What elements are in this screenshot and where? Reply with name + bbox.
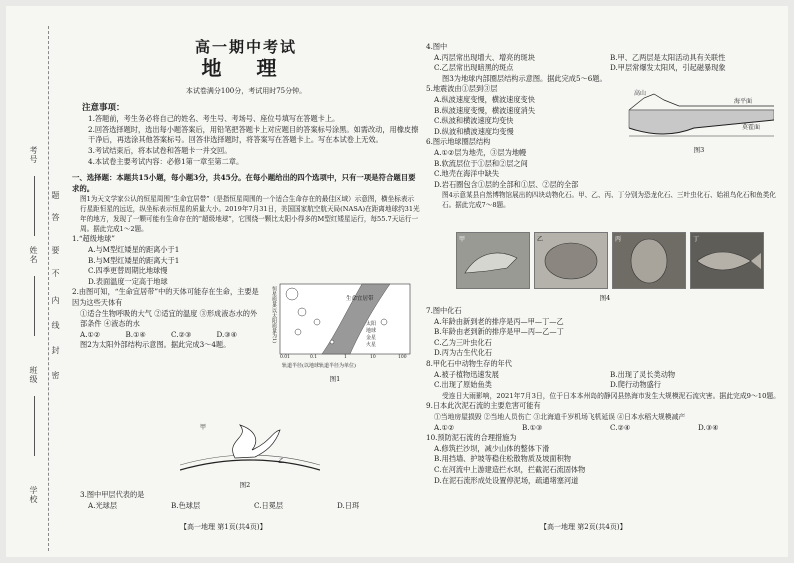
q2-cond: ④液态的水: [103, 319, 140, 329]
q8-option: B.出现了灵长类动物: [610, 369, 676, 379]
q6-option: B.软流层位于①层和②层之间: [434, 158, 528, 168]
fig4-label: 丁: [693, 236, 700, 243]
seal-dashed-line: [48, 26, 49, 551]
seal-char: 密: [51, 371, 60, 379]
q6-option: D.岩石圈包含①层的全部和①层、②层的全部: [434, 179, 579, 189]
fig2-label: 乙: [278, 458, 285, 465]
note-item: 3.考试结束后，将本试卷和答题卡一并交回。: [88, 145, 232, 155]
fig1-caption: 图1: [329, 375, 341, 383]
fig1-legend: 太阳: [366, 321, 377, 327]
fig1-tick: 0.01: [280, 355, 291, 360]
q1-option: C.四季更替周期比地球慢: [88, 266, 168, 276]
q10-option: C.在河流中上游建造拦水坝，拦截泥石流固体物: [434, 464, 586, 474]
exam-title: 高一期中考试: [194, 38, 297, 56]
q7-q10-block: [426, 306, 786, 486]
notes-heading: 注意事项：: [82, 102, 125, 113]
fig2-label: 甲: [200, 424, 207, 431]
q2-option: D.③④: [216, 329, 238, 339]
note-item: 1.答题前，考生务必将自己的姓名、考生号、考场号、座位号填写在答题卡上。: [88, 114, 340, 124]
exam-meta: 本试卷满分100分，考试用时75分钟。: [185, 87, 307, 95]
xingming-line: [34, 276, 35, 336]
fig3-caption: 图3: [693, 146, 705, 154]
q5-option: D.纵波和横波速度均变慢: [434, 126, 514, 136]
q10-stem: 10.预防泥石流的合理措施为: [426, 433, 517, 443]
q9-cond: ④日本水稻大规模减产: [617, 412, 686, 421]
fig1-tick: 0.1: [310, 355, 318, 360]
fig4-label: 乙: [537, 236, 544, 243]
q1-stem: 1.“超级地球”: [72, 234, 115, 244]
q2-cond: ②适宜的温度: [154, 308, 198, 318]
footer-right: 【高一地理 第2页(共4页)】: [540, 523, 627, 531]
xingming-label: 姓名: [29, 246, 38, 264]
q4-option: D.甲层常爆发太阳风，引起磁暴现象: [610, 63, 726, 73]
fig1-legend: 金星: [366, 335, 377, 341]
kaohao-line: [34, 176, 35, 236]
note-item: 4.本试卷主要考试内容：必修1第一章至第二章。: [88, 156, 244, 166]
q3-block: [80, 490, 420, 511]
banji-line: [34, 396, 35, 456]
fig3-label: 海平面: [734, 98, 753, 105]
figure-2: [180, 420, 320, 475]
q7-option: C.乙为三叶虫化石: [434, 337, 492, 347]
fig1-band-label: 生命宜居带: [346, 296, 374, 302]
footer-left: 【高一地理 第1页(共4页)】: [180, 523, 267, 531]
seal-char: 线: [51, 321, 60, 329]
seal-char: 不: [51, 269, 60, 277]
fig1-legend: 地球: [366, 328, 377, 334]
q7-option: B.年龄由老到新的排序是甲—丙—乙—丁: [434, 327, 564, 337]
q3-intro: 图2为太阳外部结构示意图。据此完成3～4题。: [80, 340, 231, 350]
q6-option: C.地壳在海洋中缺失: [434, 169, 500, 179]
q2-option: B.①④: [125, 329, 146, 339]
binding-margin: [6, 6, 64, 557]
q8-option: D.爬行动物盛行: [610, 380, 661, 390]
q3-stem: 3.图中甲层代表的是: [80, 490, 145, 499]
q5-option: A.纵波速度变慢，横波速度变快: [434, 94, 535, 104]
fossil-photo-jia: [456, 232, 530, 289]
subject-title: 地 理: [201, 56, 291, 80]
q9-option: C.②④: [610, 422, 631, 432]
q2-cond: ①适合生物呼吸的大气: [80, 308, 152, 318]
q8-option: C.出现了原始鱼类: [434, 380, 492, 390]
note-item: 2.回答选择题时，选出每小题答案后，用铅笔把答题卡上对应题目的答案标号涂黑。如需改动，用橡皮擦干净后，再选涂其他答案标号。回答非选择题时，将答案写在答题卡上。写在本试卷上无效。: [88, 124, 419, 145]
fig1-tick: 100: [398, 355, 407, 360]
q7-option: D.丙为古生代化石: [434, 348, 493, 358]
q4-option: C.乙层常出现暗黑的斑点: [434, 63, 514, 73]
q8-option: A.被子植物迅速发展: [434, 369, 499, 379]
q7-stem: 7.图中化石: [426, 306, 462, 315]
fig4-label: 丙: [615, 236, 622, 243]
q9-cond: ②当地人员伤亡: [483, 412, 532, 421]
seal-char: 内: [51, 296, 60, 304]
q1-option: A.与M型红矮星的距离小于1: [88, 244, 180, 254]
q6-option: A.①②层为地壳，③层为地幔: [434, 147, 527, 157]
fig1-xlabel: 轨道半径(以地球轨道半径为单位): [282, 363, 356, 369]
q5-option: C.纵波和横波速度均变快: [434, 116, 514, 126]
fig1-tick: 1: [344, 355, 347, 360]
q9-cond: ③北海道千岁机场飞机延误: [533, 412, 616, 421]
q7-option: A.年龄由新到老的排序是丙—甲—丁—乙: [434, 316, 564, 326]
fig2-caption: 图2: [239, 481, 251, 489]
q3-option: D.日珥: [337, 500, 360, 510]
q2-option: A.①②: [80, 329, 101, 339]
q5-intro: 图3为地球内部圈层结构示意图。据此完成5～6题。: [442, 73, 607, 83]
xuexiao-label: 学校: [29, 486, 38, 504]
kaohao-label: 考号: [29, 146, 38, 164]
q9-option: B.①③: [522, 422, 543, 432]
seal-char: 要: [51, 246, 60, 254]
seal-char: 封: [51, 346, 60, 354]
q4-option: B.甲、乙两层是太阳活动具有关联性: [610, 52, 726, 62]
figure-3: [624, 88, 774, 143]
q1-option: D.表面温度一定高于地球: [88, 276, 168, 286]
fossil-photo-ding: [690, 232, 764, 289]
figure-1: [262, 282, 412, 370]
q2-cond: ③形成液态水的外部条件: [80, 308, 258, 329]
seal-char: 答: [51, 213, 60, 221]
fig3-label: 高山: [634, 90, 647, 97]
fig3-label: 莫霍面: [742, 124, 761, 131]
q2-stem: 2.由图可知，“生命宜居带”中的天体可能存在生命，主要是因为这些天体有: [72, 287, 259, 307]
fig1-legend: 火星: [366, 342, 377, 348]
q2-option: C.②③: [171, 329, 192, 339]
seal-char: 题: [51, 191, 60, 199]
q8-stem: 8.甲化石中动物生存的年代: [426, 358, 512, 368]
fossil-photo-yi: [534, 232, 608, 289]
q3-option: C.日冕层: [254, 500, 284, 510]
q9-stem: 9.日本此次泥石流的主要危害可能有: [426, 401, 541, 411]
q9-cond: ①当地房屋损毁: [434, 412, 482, 421]
q4-stem: 4.图中: [426, 42, 448, 51]
q10-option: A.修筑拦沙坝，减少山体的整体下滑: [434, 443, 550, 453]
q5-stem: 5.地震波由①层到③层: [426, 84, 498, 94]
q10-option: B.用挡墙、护坡等稳住松散物质及坡面积物: [434, 454, 571, 464]
fossil-photo-bing: [612, 232, 686, 289]
q3-option: B.色球层: [171, 500, 201, 510]
q5-option: B.纵波速度变慢，横波速度消失: [434, 105, 536, 115]
q9-intro: 受连日大雨影响，2021年7月3日，位于日本本州岛的静冈县热海市发生大规模泥石流灾害。据此完成9～10题。: [442, 391, 780, 400]
q9-option: D.③④: [698, 422, 719, 432]
q10-option: D.在泥石流形成处设置停泥场，疏通堵塞河道: [434, 475, 579, 485]
q9-option: A.①②: [434, 422, 455, 432]
fig4-label: 甲: [459, 236, 466, 243]
q3-option: A.光球层: [88, 500, 118, 510]
fig1-ylabel: 恒星质量(以太阳质量为1): [271, 286, 277, 344]
fig1-tick: 10: [370, 355, 376, 360]
fig4-caption: 图4: [599, 294, 611, 302]
q6-stem: 6.图示地球圈层结构: [426, 137, 491, 147]
q1-option: B.与M型红矮星的距离大于1: [88, 255, 180, 265]
q4-option: A.丙层常出现增大、增亮的斑块: [434, 52, 535, 62]
banji-label: 班级: [29, 366, 38, 384]
q7-intro: 图4示意某县自然博物馆展出的四块动物化石。甲、乙、丙、丁分别为恐龙化石、三叶虫化石、始祖鸟化石和鱼类化石。据此完成7～8题。: [442, 191, 776, 210]
section-heading: 一、选择题：本题共15小题，每小题3分，共45分。在每小题给出的四个选项中，只有一项是符合题目要求的。: [72, 173, 416, 193]
q1-intro: 图1为天文学家公认的恒星周围“生命宜居带”（是指恒星周围的一个适合生命存在的最佳区域）示意图，横坐标表示行星距恒星的远近，纵坐标表示恒星的质量大小。2019年7月31日，美国国家航空航天局(NASA)在距离地球约31光年的地方，发现了一颗可能有生命存在的“超级地球”，它围绕一颗比太阳小得多的M型红矮星运行，每55.7天运行一周。据此完成1～2题。: [80, 195, 420, 234]
